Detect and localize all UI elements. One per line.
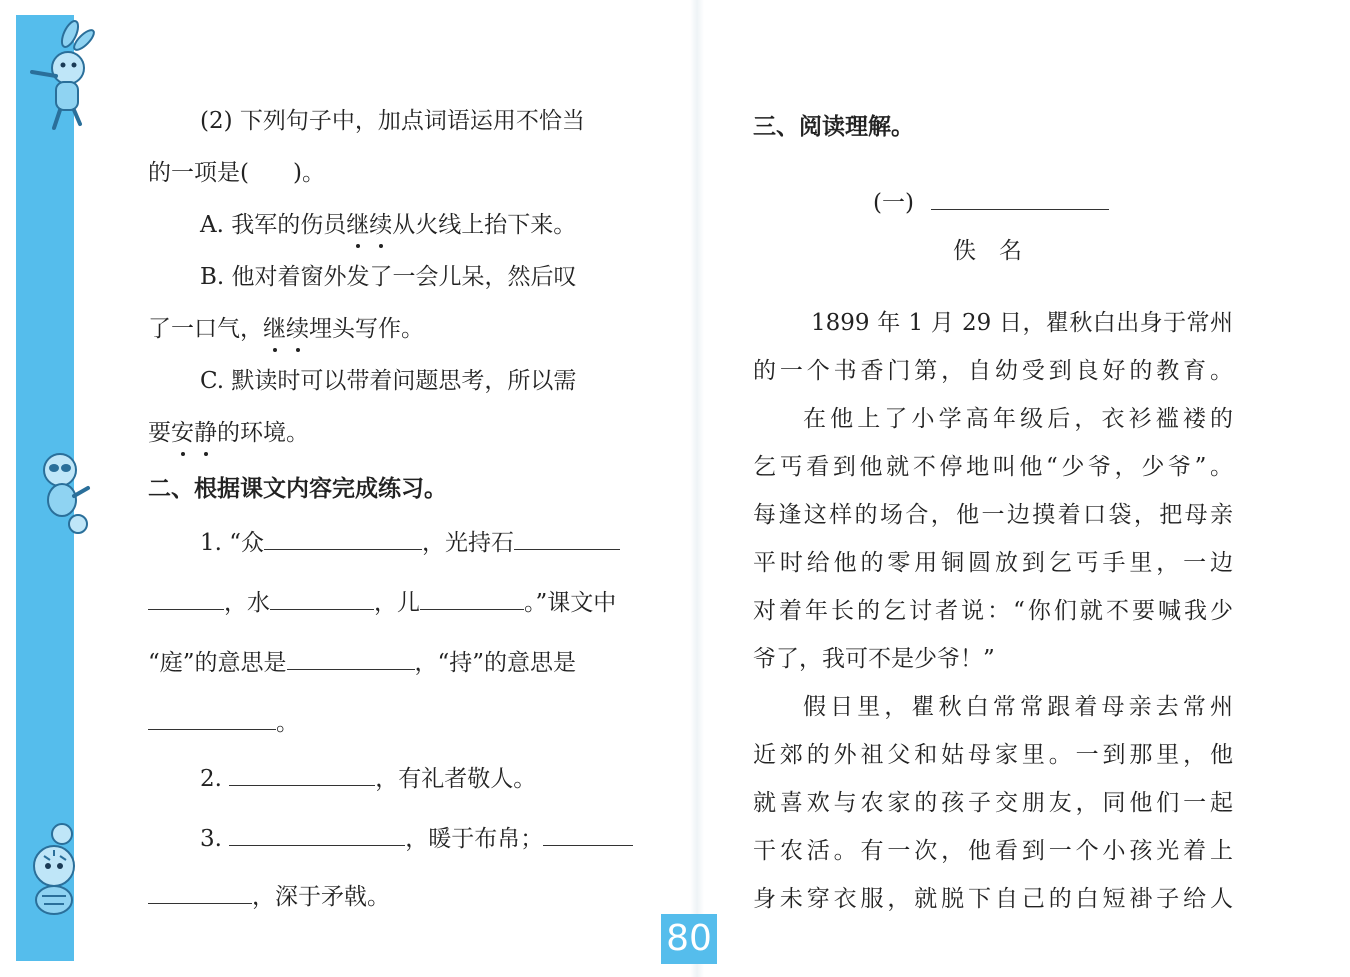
- dotted-char: 安: [171, 414, 194, 447]
- option-b-line2: 了一口气，继续埋头写作。: [148, 310, 424, 343]
- q2-line2: 的一项是( )。: [148, 160, 325, 186]
- option-c-line1: C. 默读时可以带着问题思考，所以需: [200, 368, 577, 394]
- rabbit-mascot-icon: [18, 20, 96, 135]
- item1-line4: 。: [148, 704, 299, 737]
- fill-blank[interactable]: [264, 527, 422, 550]
- p1-line1: 1899 年 1 月 29 日，瞿秋白出身于常州: [811, 310, 1233, 336]
- fill-blank[interactable]: [229, 823, 405, 846]
- p2-line2: 乞丐看到他就不停地叫他“少爷，少爷”。: [753, 454, 1233, 480]
- option-c-line2: 要安静的环境。: [148, 414, 309, 447]
- p2-line4: 平时给他的零用铜圆放到乞丐手里，一边: [753, 550, 1233, 576]
- fill-blank[interactable]: [229, 763, 375, 786]
- section2-title: 二、根据课文内容完成练习。: [148, 476, 447, 502]
- fill-blank[interactable]: [270, 587, 374, 610]
- p1-line2: 的一个书香门第，自幼受到良好的教育。: [753, 358, 1233, 384]
- item3-line2: ，深于矛戟。: [148, 878, 390, 911]
- fill-blank[interactable]: [514, 527, 620, 550]
- p3-line5: 身未穿衣服，就脱下自己的白短褂子给人: [753, 886, 1233, 912]
- author: 佚 名: [953, 238, 1022, 264]
- dotted-char: 继: [346, 206, 369, 239]
- p2-line6: 爷了，我可不是少爷！”: [753, 646, 995, 672]
- dotted-char: 续: [286, 310, 309, 343]
- item2: 2. ，有礼者敬人。: [148, 760, 536, 793]
- fill-blank[interactable]: [148, 587, 224, 610]
- p3-line3: 就喜欢与农家的孩子交朋友，同他们一起: [753, 790, 1233, 816]
- tiger-mascot-icon: [20, 820, 90, 920]
- p3-line1: 假日里，瞿秋白常常跟着母亲去常州: [803, 694, 1233, 720]
- p2-line3: 每逢这样的场合，他一边摸着口袋，把母亲: [753, 502, 1233, 528]
- title-blank[interactable]: [931, 187, 1109, 210]
- item3-line1: 3. ，暖于布帛；: [148, 820, 633, 853]
- dotted-char: 静: [194, 414, 217, 447]
- p2-line1: 在他上了小学高年级后，衣衫褴褛的: [803, 406, 1233, 432]
- section3-title: 三、阅读理解。: [753, 114, 914, 140]
- fill-blank[interactable]: [543, 823, 633, 846]
- part-label: (一): [873, 190, 914, 216]
- page-fold: [690, 0, 704, 977]
- item1-line3: “庭”的意思是 ，“持”的意思是: [148, 644, 576, 677]
- option-a: A. 我军的伤员继续从火线上抬下来。: [148, 206, 576, 239]
- raccoon-mascot-icon: [34, 448, 92, 536]
- option-b-line1: B. 他对着窗外发了一会儿呆，然后叹: [200, 264, 577, 290]
- p2-line5: 对着年长的乞讨者说：“你们就不要喊我少: [753, 598, 1233, 624]
- fill-blank[interactable]: [148, 707, 276, 730]
- q2-line1: (2) 下列句子中，加点词语运用不恰当: [200, 108, 585, 134]
- p3-line4: 干农活。有一次，他看到一个小孩光着上: [753, 838, 1233, 864]
- fill-blank[interactable]: [420, 587, 524, 610]
- dotted-char: 续: [369, 206, 392, 239]
- item1-line2: ，水 ，儿 。”课文中: [148, 584, 616, 617]
- fill-blank[interactable]: [287, 647, 415, 670]
- item1-line1: 1. “众 ，光持石: [148, 524, 620, 557]
- p3-line2: 近郊的外祖父和姑母家里。一到那里，他: [753, 742, 1233, 768]
- dotted-char: 继: [263, 310, 286, 343]
- page-number: 80: [661, 914, 717, 964]
- part-label-row: [873, 184, 1109, 217]
- fill-blank[interactable]: [148, 881, 252, 904]
